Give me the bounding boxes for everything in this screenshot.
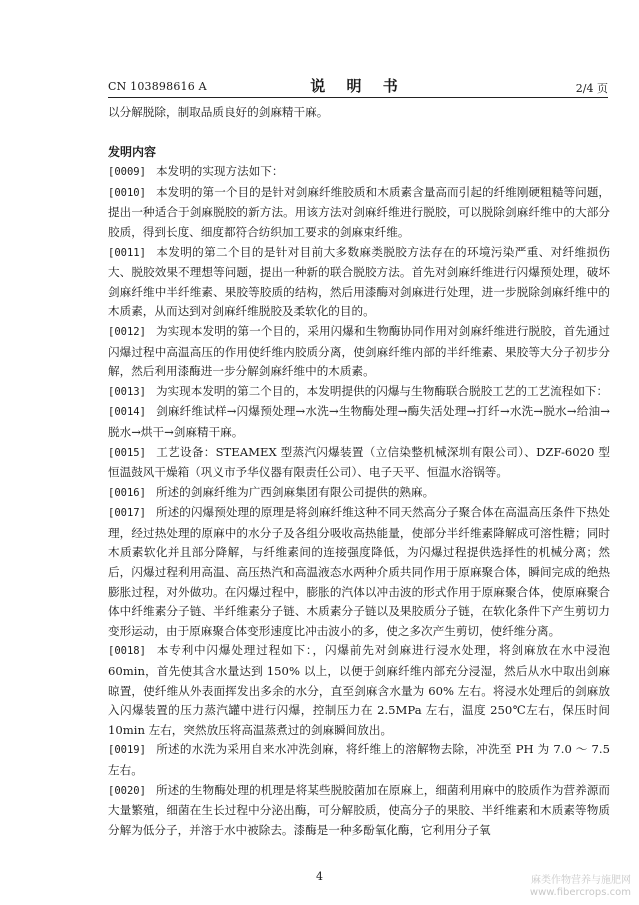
paragraph-number: [0010] bbox=[108, 186, 146, 199]
paragraph bbox=[108, 503, 610, 641]
paragraph bbox=[108, 402, 610, 442]
watermark-title: 麻类作物营养与施肥网 bbox=[531, 875, 631, 886]
paragraph-text: 为实现本发明的第一个目的，采用闪爆和生物酶协同作用对剑麻纤维进行脱胶，首先通过闪爆过程中高温高压的作用使纤维内胶质分离，使剑麻纤维内部的半纤维素、果胶等大分子初步分解，然后利用漆酶进一步分解剑麻纤维中的木质素。 bbox=[108, 323, 610, 379]
paragraph bbox=[108, 382, 610, 403]
paragraph bbox=[108, 162, 610, 183]
paragraph-number: [0013] bbox=[108, 385, 146, 398]
paragraph bbox=[108, 740, 610, 780]
paragraph-number: [0015] bbox=[108, 446, 146, 459]
paragraph bbox=[108, 322, 610, 382]
paragraph-number: [0012] bbox=[108, 325, 146, 338]
paragraph-text: 本发明的第二个目的是针对目前大多数麻类脱胶方法存在的环境污染严重、对纤维损伤大、脱胶效果不理想等问题，提出一种新的联合脱胶方法。首先对剑麻纤维进行闪爆预处理，破坏剑麻纤维中半纤维素、果胶等胶质的结构，然后用漆酶对剑麻进行处理，进一步脱除剑麻纤维中的木质素，从而达到对剑麻纤维脱胶及柔软化的目的。 bbox=[108, 244, 610, 319]
paragraph-text: 本发明的实现方法如下： bbox=[155, 164, 284, 179]
paragraph bbox=[108, 483, 610, 504]
paragraph-number: [0016] bbox=[108, 486, 146, 499]
paragraph bbox=[108, 183, 610, 243]
page-number: 4 bbox=[316, 870, 323, 883]
watermark bbox=[530, 875, 631, 899]
page-header bbox=[108, 78, 608, 98]
paragraph bbox=[108, 243, 610, 322]
paragraph bbox=[108, 443, 610, 483]
paragraph-number: [0017] bbox=[108, 507, 146, 520]
paragraph-number: [0009] bbox=[108, 166, 146, 179]
paragraph-text: 所述的闪爆预处理的原理是将剑麻纤维这种不同天然高分子聚合体在高温高压条件下热处理，经过热处理的原麻中的水分子及各组分吸收高热能量，使部分半纤维素降解成可溶性糖；同时木质素软化并且部分降解，与纤维素间的连接强度降低，为闪爆过程提供选择性的机械分离；然后，闪爆过程利用高温、高压热汽和高温液态水两种介质共同作用于原麻聚合体，瞬间完成的绝热膨胀过程，对外做功。在闪爆过程中，膨胀的汽体以冲击波的形式作用于原麻聚合体，使原麻聚合体中纤维素分子链、半纤维素分子链、木质素分子链以及果胶质分子链，在软化条件下产生剪切力变形运动，由于原麻聚合体变形速度比冲击波小的多，使之多次产生剪切，使纤维分离。 bbox=[108, 505, 610, 638]
document-body bbox=[108, 103, 610, 840]
paragraph-text: 所述的生物酶处理的机理是将某些脱胶菌加在原麻上，细菌利用麻中的胶质作为营养源而大量繁殖，细菌在生长过程中分泌出酶，可分解胶质，使高分子的果胶、半纤维素和木质素等物质分解为低分子，并溶于水中被除去。漆酶是一种多酚氧化酶，它利用分子氧 bbox=[108, 782, 610, 837]
header-divider bbox=[108, 97, 608, 98]
paragraph-text: 所述的剑麻纤维为广西剑麻集团有限公司提供的熟麻。 bbox=[155, 484, 435, 499]
paragraph-text: 剑麻纤维试样→闪爆预处理→水洗→生物酶处理→酶失活处理→打纤→水洗→脱水→给油→脱水→烘干→剑麻精干麻。 bbox=[108, 404, 610, 439]
paragraph-text: 工艺设备：STEAMEX 型蒸汽闪爆装置（立信染整机械深圳有限公司）、DZF-6020 型恒温鼓风干燥箱（巩义市予华仪器有限责任公司）、电子天平、恒温水浴锅等。 bbox=[108, 444, 610, 480]
paragraph bbox=[108, 781, 610, 841]
watermark-url: www.fibercrops.com bbox=[529, 887, 631, 898]
paragraph-number: [0018] bbox=[108, 645, 146, 658]
paragraph-number: [0011] bbox=[108, 246, 146, 259]
paragraph-text: 本专利中闪爆处理过程如下：，闪爆前先对剑麻进行浸水处理，将剑麻放在水中浸泡 60min，首先使其含水量达到 150% 以上，以便于剑麻纤维内部充分浸湿，然后从水中取出剑麻晾置，使纤维从外表面挥发出多余的水分，直至剑麻含水量为 60% 左右。将浸水处理后的剑麻放入闪爆装置的压力蒸汽罐中进行闪爆，控制压力在 2.5MPa 左右，温度 250℃左右，保压时间 10min 左右，突然放压将高温蒸煮过的剑麻瞬间放出。 bbox=[108, 643, 610, 737]
paragraph-text: 本发明的第一个目的是针对剑麻纤维胶质和木质素含量高而引起的纤维刚硬粗糙等问题，提出一种适合于剑麻脱胶的新方法。用该方法对剑麻纤维进行脱胶，可以脱除剑麻纤维中的大部分胶质，得到长度、细度都符合纺织加工要求的剑麻束纤维。 bbox=[108, 184, 610, 239]
paragraph bbox=[108, 641, 610, 740]
paragraph-number: [0014] bbox=[108, 406, 146, 419]
paragraph-text: 所述的水洗为采用自来水冲洗剑麻，将纤维上的溶解物去除，冲洗至 PH 为 7.0 ～ 7.5 左右。 bbox=[108, 742, 610, 777]
paragraph-text: 为实现本发明的第二个目的，本发明提供的闪爆与生物酶联合脱胶工艺的工艺流程如下： bbox=[155, 383, 609, 398]
paragraph-number: [0019] bbox=[108, 744, 146, 757]
paragraph-list bbox=[108, 162, 610, 840]
lead-line: 以分解脱除，制取品质良好的剑麻精干麻。 bbox=[108, 105, 329, 119]
section-heading: 发明内容 bbox=[108, 144, 157, 159]
paragraph-number: [0020] bbox=[108, 784, 146, 797]
doc-number: CN 103898616 A bbox=[108, 80, 207, 93]
page-indicator: 2/4 页 bbox=[575, 82, 608, 95]
page-title: 说 明 书 bbox=[310, 77, 406, 95]
